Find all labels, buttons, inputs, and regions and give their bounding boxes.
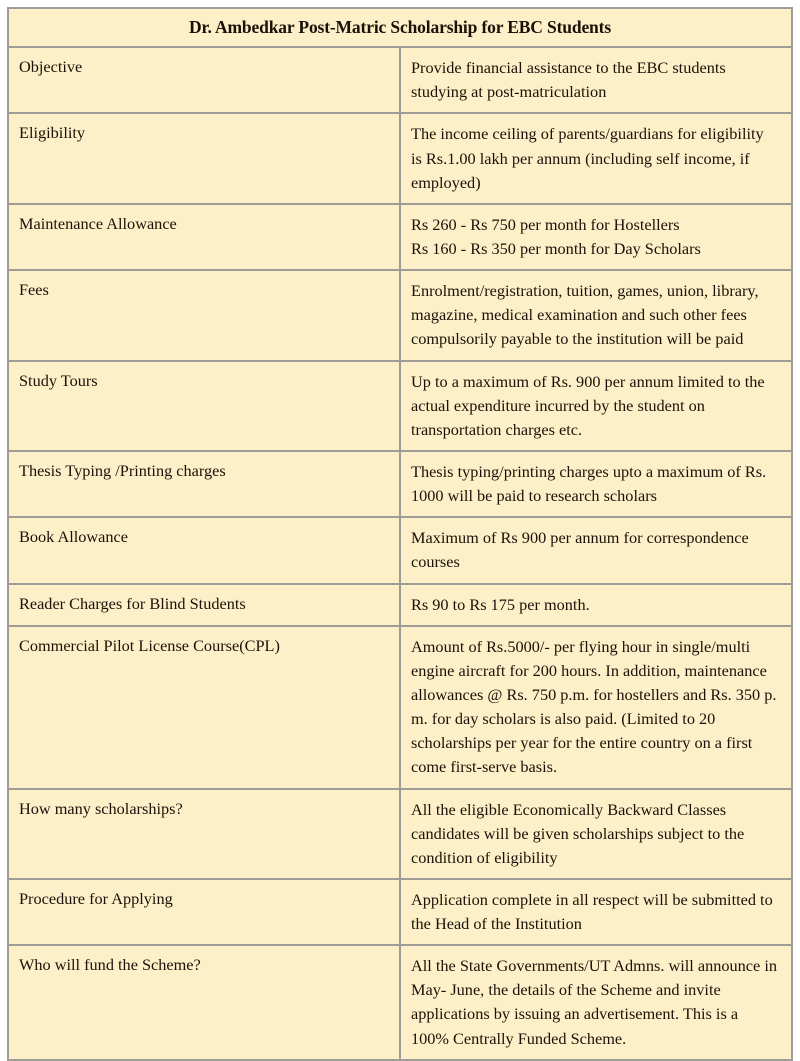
table-row <box>8 584 792 626</box>
table-row <box>8 789 792 879</box>
row-value-line: actual expenditure incurred by the student on <box>411 395 705 415</box>
table-row <box>8 361 792 451</box>
row-value-line: compulsorily payable to the institution will be paid <box>411 329 744 349</box>
table-header <box>8 8 792 47</box>
row-value-line: candidates will be given scholarships subject to the <box>411 823 745 843</box>
row-value-line: Amount of Rs.5000/- per flying hour in single/multi <box>411 636 751 656</box>
row-value-line: allowances @ Rs. 750 p.m. for hostellers and Rs. 350 p. <box>411 684 777 704</box>
table-row <box>8 879 792 945</box>
row-value-line: Rs 160 - Rs 350 per month for Day Scholars <box>411 238 701 258</box>
row-value-line: courses <box>411 552 460 572</box>
row-value-line: come first-serve basis. <box>411 757 558 777</box>
row-value-line: Up to a maximum of Rs. 900 per annum limited to the <box>411 371 765 391</box>
row-label: Maintenance Allowance <box>8 204 400 270</box>
row-label: Reader Charges for Blind Students <box>8 584 400 626</box>
row-value-line: Application complete in all respect will be submitted to <box>411 889 773 909</box>
row-value-line: Thesis typing/printing charges upto a maximum of Rs. <box>411 461 767 481</box>
row-value <box>400 584 792 626</box>
row-value-line: applications by issuing an advertisement. This is a <box>411 1004 739 1024</box>
table-row <box>8 945 792 1060</box>
row-value-line: All the eligible Economically Backward Classes <box>411 799 727 819</box>
row-value-line: All the State Governments/UT Admns. will announce in <box>411 956 777 976</box>
row-value-line: is Rs.1.00 lakh per annum (including self income, if <box>411 148 750 168</box>
table-row <box>8 204 792 270</box>
row-value <box>400 945 792 1060</box>
row-value-line: The income ceiling of parents/guardians for eligibility <box>411 124 764 144</box>
row-value-line: condition of eligibility <box>411 847 558 867</box>
row-value <box>400 204 792 270</box>
row-value <box>400 517 792 583</box>
row-label: Who will fund the Scheme? <box>8 945 400 1060</box>
row-label: Procedure for Applying <box>8 879 400 945</box>
row-value <box>400 47 792 113</box>
row-label: Book Allowance <box>8 517 400 583</box>
row-label: Eligibility <box>8 113 400 203</box>
row-value-line: 100% Centrally Funded Scheme. <box>411 1028 627 1048</box>
row-value-line: m. for day scholars is also paid. (Limited to 20 <box>411 709 716 729</box>
row-value-line: Rs 90 to Rs 175 per month. <box>411 594 590 614</box>
row-value-line: Enrolment/registration, tuition, games, union, library, <box>411 281 759 301</box>
table-row <box>8 626 792 789</box>
row-value-line: May- June, the details of the Scheme and invite <box>411 980 721 1000</box>
table-row <box>8 451 792 517</box>
row-value-line: the Head of the Institution <box>411 914 582 934</box>
table-row <box>8 517 792 583</box>
table-body <box>8 47 792 1060</box>
scholarship-scheme-table <box>7 7 793 1061</box>
table-row <box>8 270 792 360</box>
row-value-line: studying at post-matriculation <box>411 82 607 102</box>
row-value-line: 1000 will be paid to research scholars <box>411 486 657 506</box>
table-row <box>8 47 792 113</box>
row-value-line: Maximum of Rs 900 per annum for correspondence <box>411 528 749 548</box>
row-value <box>400 361 792 451</box>
row-value <box>400 879 792 945</box>
row-value <box>400 451 792 517</box>
row-label: Commercial Pilot License Course(CPL) <box>8 626 400 789</box>
row-label: Thesis Typing /Printing charges <box>8 451 400 517</box>
row-value-line: Provide financial assistance to the EBC students <box>411 58 726 78</box>
row-value <box>400 626 792 789</box>
row-label: Objective <box>8 47 400 113</box>
row-label: Study Tours <box>8 361 400 451</box>
row-value <box>400 113 792 203</box>
row-value-line: engine aircraft for 200 hours. In addition, maintenance <box>411 660 767 680</box>
table-row <box>8 113 792 203</box>
table-title-row <box>8 8 792 47</box>
row-value <box>400 270 792 360</box>
row-value-line: Rs 260 - Rs 750 per month for Hostellers <box>411 214 680 234</box>
row-value-line: transportation charges etc. <box>411 419 583 439</box>
row-value-line: scholarships per year for the entire country on a first <box>411 733 753 753</box>
row-label: How many scholarships? <box>8 789 400 879</box>
page-title: Dr. Ambedkar Post-Matric Scholarship for EBC Students <box>8 8 792 47</box>
row-value-line: employed) <box>411 172 481 192</box>
row-value-line: magazine, medical examination and such other fees <box>411 305 747 325</box>
row-label: Fees <box>8 270 400 360</box>
row-value <box>400 789 792 879</box>
